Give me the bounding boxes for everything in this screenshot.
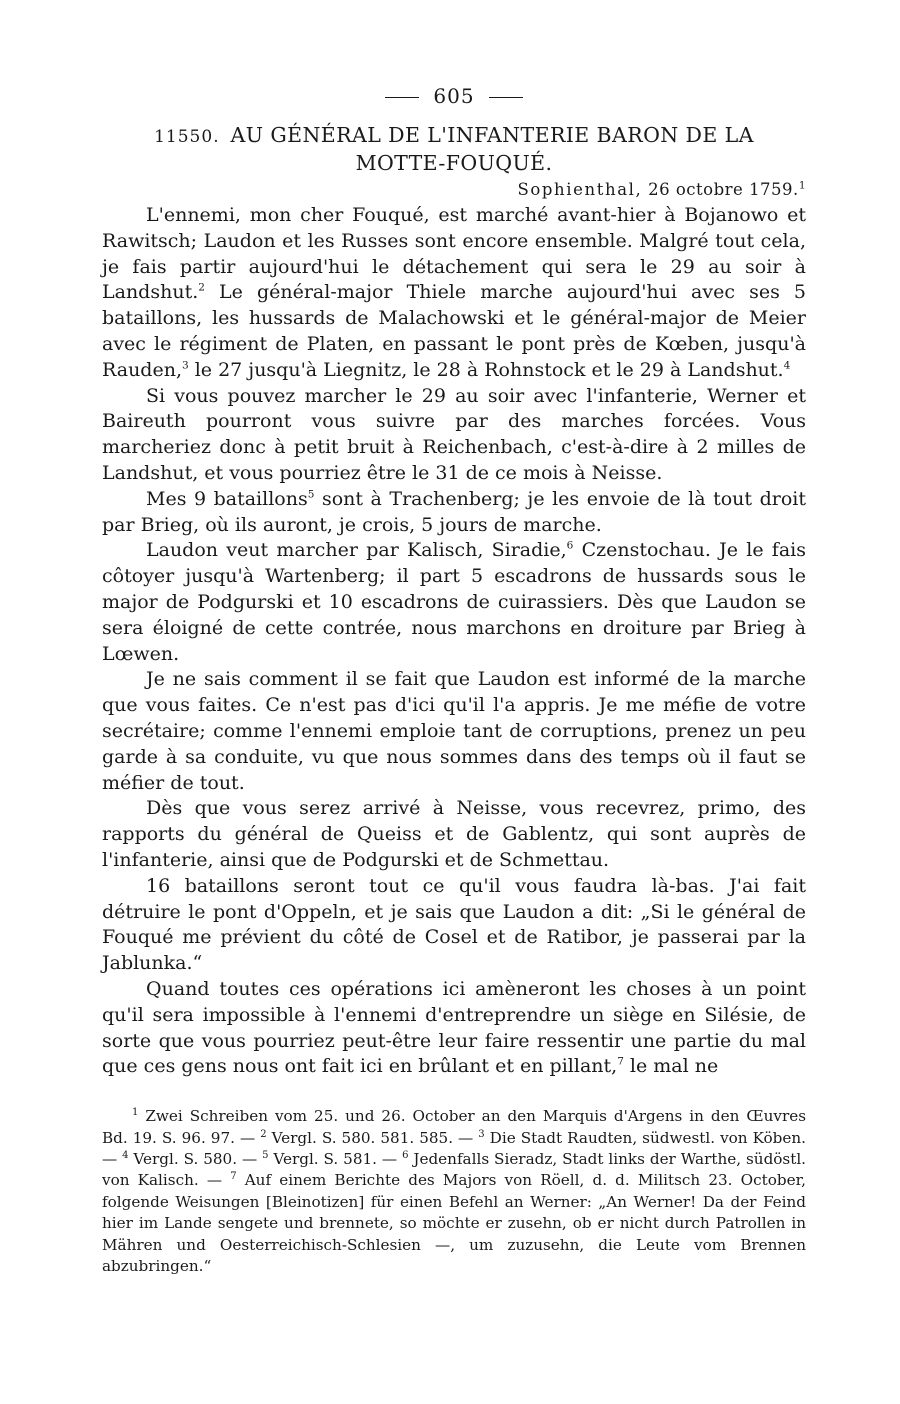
paragraph-text: le 27 jusqu'à Liegnitz, le 28 à Rohnstock et le 29 à Landshut. bbox=[188, 358, 784, 381]
footnote-text: Die Stadt Raudten, südwestl. von Köben. — bbox=[102, 1128, 806, 1168]
paragraph bbox=[102, 487, 806, 539]
paragraph-text: Laudon veut marcher par Kalisch, Siradie, bbox=[146, 539, 567, 562]
footnotes bbox=[102, 1106, 806, 1277]
paragraph-text: sont à Trachenberg; je les envoie de là tout droit par Brieg, où ils auront, je crois, 5 jours de marche. bbox=[102, 487, 806, 536]
paragraph-text: 16 bataillons seront tout ce qu'il vous faudra là-bas. J'ai fait détruire le pont d'Oppeln, et je sais que Laudon a dit: „Si le général de Fouqué me prévient du côté de Cosel et de Ratibor, je passerai par la Jablunka.“ bbox=[102, 874, 806, 975]
footnote-ref: 5 bbox=[307, 488, 315, 501]
letter-number: 11550. bbox=[154, 127, 220, 147]
footnote-text: Jedenfalls Sieradz, Stadt links der Warthe, südöstl. von Kalisch. — bbox=[102, 1149, 807, 1190]
footnote-number: 7 bbox=[230, 1171, 237, 1183]
dash-left bbox=[385, 97, 419, 98]
footnote-number: 5 bbox=[262, 1149, 269, 1161]
letter-title: AU GÉNÉRAL DE L'INFANTERIE BARON DE LA MOTTE-FOUQUÉ. bbox=[230, 123, 754, 175]
paragraph-text: Quand toutes ces opérations ici amèneront les choses à un point qu'il sera impossible à l'ennemi d'entreprendre un siège en Silésie, de sorte que vous pourriez peut-être leur faire ressentir une partie du mal que ces gens nous ont fait ici en brûlant et en pillant, bbox=[102, 977, 806, 1078]
paragraph bbox=[102, 667, 806, 796]
dateline bbox=[102, 180, 806, 199]
footnote-ref: 4 bbox=[783, 359, 791, 372]
paragraph-text: L'ennemi, mon cher Fouqué, est marché avant-hier à Bojanowo et Rawitsch; Laudon et les Russes sont encore ensemble. Malgré tout cela, je fais partir aujourd'hui le détachement qui sera le 29 au soir à Landshut. bbox=[102, 204, 806, 304]
footnote-text: Zwei Schreiben vom 25. und 26. October an den Marquis d'Argens in den Œuvres Bd. 19. S. 96. 97. — bbox=[102, 1107, 806, 1147]
footnote-number: 2 bbox=[260, 1128, 267, 1140]
paragraph-text: Mes 9 bataillons bbox=[146, 487, 308, 510]
footnote-ref: 2 bbox=[198, 282, 205, 295]
paragraph bbox=[102, 203, 806, 384]
paragraph-text: le mal ne bbox=[623, 1055, 719, 1078]
dash-right bbox=[489, 97, 523, 98]
paragraph bbox=[102, 977, 806, 1080]
letter-body bbox=[102, 203, 806, 1080]
paragraph-text: Czenstochau. Je le fais côtoyer jusqu'à Wartenberg; il part 5 escadrons de hussards sous le major de Podgurski et 10 escadrons de cuirassiers. Dès que Laudon se sera éloigné de cette contrée, nous marchons en droiture par Brieg à Lœwen. bbox=[102, 539, 806, 665]
footnote-text: Vergl. S. 580. — bbox=[128, 1149, 263, 1168]
footnote-number: 6 bbox=[402, 1149, 409, 1161]
footnote-text: Vergl. S. 580. 581. 585. — bbox=[266, 1128, 479, 1147]
footnote-number: 4 bbox=[122, 1149, 129, 1161]
letter-heading bbox=[102, 122, 806, 176]
footnote-number: 3 bbox=[478, 1128, 485, 1140]
document-page bbox=[102, 84, 806, 1277]
page-number-line bbox=[102, 84, 806, 108]
footnote-text: Vergl. S. 581. — bbox=[268, 1149, 403, 1168]
footnote-ref: 3 bbox=[182, 359, 189, 372]
footnote-text: Auf einem Berichte des Majors von Röell, d. d. Militsch 23. October, folgende Weisungen [Bleinotizen] für einen Befehl an Werner: „An Werner! Da der Feind hier im Lande sengete und brennete, so möchte er zusehn, ob er nicht durch Patrollen in Mähren und Oesterreichisch-Schlesien —, um zuzusehn, die Leute vom Brennen abzubringen.“ bbox=[102, 1171, 806, 1275]
paragraph-text: Le général-major Thiele marche aujourd'hui avec ses 5 bataillons, les hussards de Malachowski et le général-major de Meier avec le régiment de Platen, en passant le pont près de Kœben, jusqu'à Rauden, bbox=[102, 281, 806, 381]
footnote-number: 1 bbox=[132, 1107, 139, 1119]
dateline-date: 26 octobre 1759. bbox=[648, 180, 799, 199]
dateline-footnote-ref: 1 bbox=[798, 179, 806, 192]
paragraph-text: Je ne sais comment il se fait que Laudon est informé de la marche que vous faites. Ce n'est pas d'ici qu'il l'a appris. Je me méfie de votre secrétaire; comme l'ennemi emploie tant de corruptions, prenez un peu garde à sa conduite, vu que nous sommes dans des temps où il faut se méfier de tout. bbox=[102, 668, 806, 794]
paragraph-text: Dès que vous serez arrivé à Neisse, vous recevrez, primo, des rapports du général de Queiss et de Gablentz, qui sont auprès de l'infanterie, ainsi que de Podgurski et de Schmettau. bbox=[102, 797, 806, 871]
page-number: 605 bbox=[433, 84, 475, 108]
dateline-place: Sophienthal, bbox=[517, 180, 643, 199]
paragraph bbox=[102, 538, 806, 667]
paragraph-text: Si vous pouvez marcher le 29 au soir avec l'infanterie, Werner et Baireuth pourront vous suivre par des marches forcées. Vous marcheriez donc à petit bruit à Reichenbach, c'est-à-dire à 2 milles de Landshut, et vous pourriez être le 31 de ce mois à Neisse. bbox=[102, 384, 806, 484]
paragraph bbox=[102, 384, 806, 487]
paragraph bbox=[102, 874, 806, 977]
footnote-block bbox=[102, 1106, 806, 1277]
footnote-ref: 6 bbox=[566, 540, 574, 553]
footnote-ref: 7 bbox=[617, 1055, 624, 1068]
paragraph bbox=[102, 796, 806, 873]
